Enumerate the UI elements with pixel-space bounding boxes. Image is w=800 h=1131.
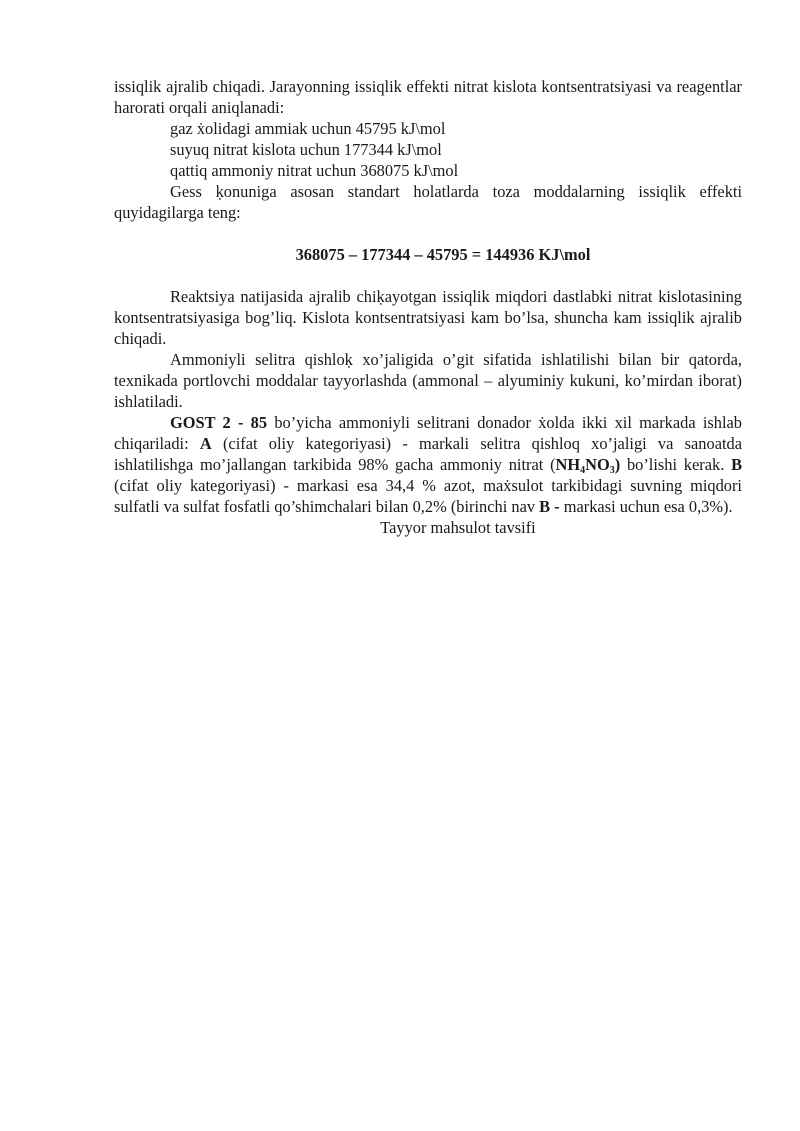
formula-nh: NH	[555, 455, 581, 474]
gost-standard: GOST 2 - 85	[170, 413, 268, 432]
section-caption: Tayyor mahsulot tavsifi	[380, 518, 536, 537]
paragraph-reaction-heat: Reaktsiya natijasida ajralib chiḳayotgan issiqlik miqdori dastlabki nitrat kislotasining kontsentratsiyasiga bog’liq. Kislota kontsentratsiyasi kam bo’lsa, shuncha kam issiqlik ajralib chiqadi.	[114, 287, 742, 348]
mark-b-second: B -	[539, 497, 560, 516]
paragraph-heat-intro: issiqlik ajralib chiqadi. Jarayonning issiqlik effekti nitrat kislota kontsentratsiyasi va reagentlar harorati orqali aniqlanadi:	[114, 77, 742, 117]
paragraph-usage: Ammoniyli selitra qishloḳ xo’jaligida o’git sifatida ishlatilishi bilan bir qatorda, texnikada portlovchi moddalar tayyorlashda (ammonal – alyuminiy kukuni, ko’mirdan iborat) ishlatiladi.	[114, 350, 742, 411]
formula-no: NO	[585, 455, 610, 474]
heat-value-ammonium-nitrate: qattiq ammoniy nitrat uchun 368075 kJ\mol	[170, 161, 459, 180]
gost-text-5: markasi uchun esa 0,3%).	[559, 497, 733, 516]
heat-value-nitric-acid: suyuq nitrat kislota uchun 177344 kJ\mol	[170, 140, 442, 159]
heat-value-ammonia: gaz ẋolidagi ammiak uchun 45795 kJ\mol	[170, 119, 446, 138]
formula-close: )	[614, 455, 621, 474]
gost-text-4: (cifat oliy kategoriyasi) - markasi esa 34,4 % azot, maẋsulot tarkibidagi suvning miqdori sulfatli va sulfat fosfatli qo’shimchalari bilan 0,2% (birinchi nav	[114, 476, 742, 516]
gost-text-3: bo’lishi kerak.	[620, 455, 732, 474]
gost-text-2: (cifat oliy kategoriyasi) - markali selitra qishloq xo’jaligi va sanoatda ishlatilishga mo’jallangan tarkibida 98% gacha ammoniy nitrat (	[114, 434, 742, 474]
gost-text-1: bo’yicha ammoniyli selitrani donador ẋolda ikki xil markada ishlab chiqariladi:	[114, 413, 742, 453]
paragraph-gost	[114, 412, 742, 517]
formula-subscript-3: 3	[609, 465, 615, 476]
chemical-formula	[556, 455, 621, 474]
heat-formula: 368075 – 177344 – 45795 = 144936 KJ\mol	[295, 245, 591, 264]
mark-a: A	[199, 434, 212, 453]
page-content	[114, 76, 742, 538]
mark-b: B	[731, 455, 743, 474]
formula-subscript-4: 4	[580, 465, 586, 476]
paragraph-hess-law: Gess ḳonuniga asosan standart holatlarda toza moddalarning issiqlik effekti quyidagilarga teng:	[114, 182, 742, 222]
